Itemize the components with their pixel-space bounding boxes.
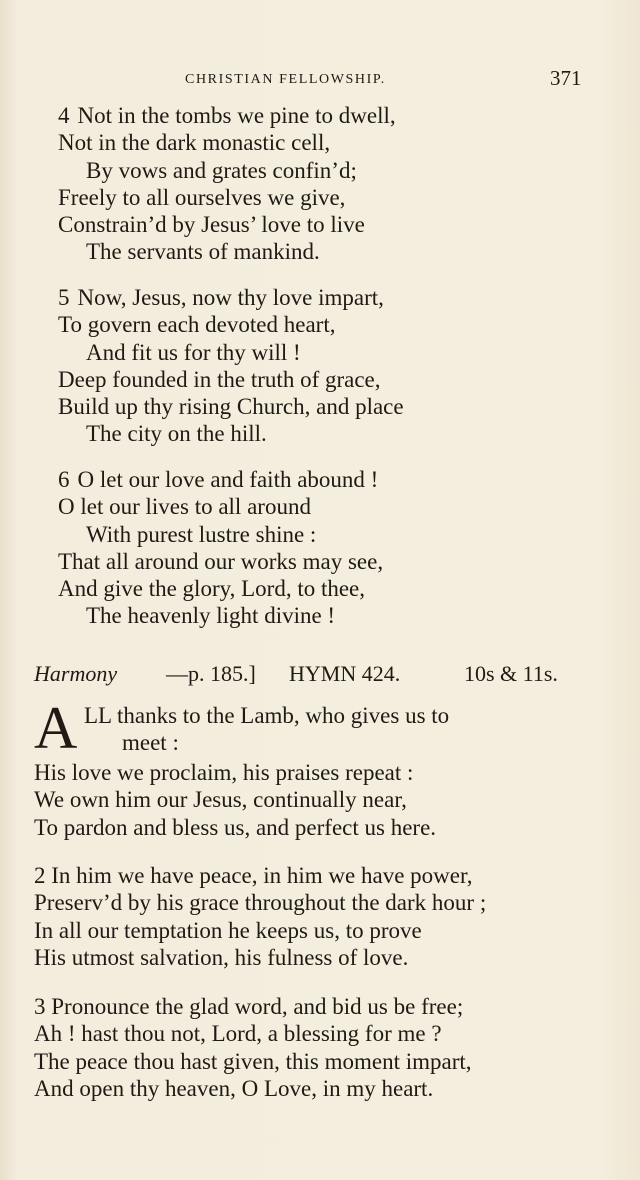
stanza-line: That all around our works may see,	[58, 548, 384, 574]
stanza-5	[58, 284, 618, 448]
stanza-line: And open thy heaven, O Love, in my heart.	[34, 1075, 434, 1101]
hymn-stanza-2	[34, 862, 604, 971]
hymn-meter: 10s & 11s.	[464, 661, 558, 686]
hymn-number: HYMN 424.	[289, 661, 401, 686]
stanza-line: The peace thou hast given, this moment impart,	[34, 1048, 472, 1074]
tune-page: —p. 185.]	[166, 661, 256, 686]
stanza-line: The servants of mankind.	[86, 239, 320, 265]
stanza-line: His utmost salvation, his fulness of love.	[34, 944, 409, 970]
stanza-line: In all our temptation he keeps us, to prove	[34, 917, 422, 943]
stanza-line: To pardon and bless us, and perfect us here.	[34, 814, 437, 840]
tune-name: Harmony	[34, 661, 118, 686]
running-title: CHRISTIAN FELLOWSHIP.	[185, 72, 386, 87]
stanza-line: Freely to all ourselves we give,	[58, 184, 346, 210]
stanza-line: 6 O let our love and faith abound !	[58, 467, 379, 492]
stanza-line: Build up thy rising Church, and place	[58, 394, 404, 420]
hymn-stanza-3	[34, 993, 604, 1102]
drop-cap: A	[34, 695, 78, 761]
page-number: 371	[550, 66, 582, 90]
hymn-opening	[34, 695, 604, 761]
stanza-line: By vows and grates confin’d;	[86, 157, 357, 183]
stanza-line: Ah ! hast thou not, Lord, a blessing for me ?	[34, 1021, 442, 1047]
stanza-number: 5	[58, 285, 70, 310]
stanza-line: 2 In him we have peace, in him we have power,	[34, 863, 473, 888]
stanza-line: Deep founded in the truth of grace,	[58, 366, 381, 392]
stanza-line: His love we proclaim, his praises repeat :	[34, 760, 414, 785]
stanza-6	[58, 466, 618, 630]
stanza-number: 4	[58, 103, 70, 128]
hymn-header	[34, 661, 594, 691]
stanza-line: And fit us for thy will !	[86, 339, 301, 365]
first-line: LL thanks to the Lamb, who gives us to	[84, 703, 450, 728]
stanza-line: O let our lives to all around	[58, 494, 311, 520]
stanza-line: With purest lustre shine :	[86, 521, 317, 547]
running-head	[0, 66, 640, 92]
stanza-line: Not in the dark monastic cell,	[58, 130, 331, 156]
stanza-line: The city on the hill.	[86, 421, 267, 447]
first-line-continuation: meet :	[122, 730, 179, 755]
stanza-line: Preserv’d by his grace throughout the dark hour ;	[34, 890, 487, 916]
stanza-line: We own him our Jesus, continually near,	[34, 787, 407, 813]
stanza-line: And give the glory, Lord, to thee,	[58, 576, 366, 602]
stanza-line: 4 Not in the tombs we pine to dwell,	[58, 103, 396, 128]
stanza-4	[58, 102, 618, 266]
stanza-number: 6	[58, 467, 70, 492]
hymn-stanza-1-rest	[34, 759, 604, 841]
stanza-line: 3 Pronounce the glad word, and bid us be free;	[34, 994, 464, 1019]
stanza-line: 5 Now, Jesus, now thy love impart,	[58, 285, 384, 310]
stanza-line: Constrain’d by Jesus’ love to live	[58, 212, 365, 238]
stanza-line: The heavenly light divine !	[86, 603, 336, 629]
stanza-line: To govern each devoted heart,	[58, 312, 336, 338]
